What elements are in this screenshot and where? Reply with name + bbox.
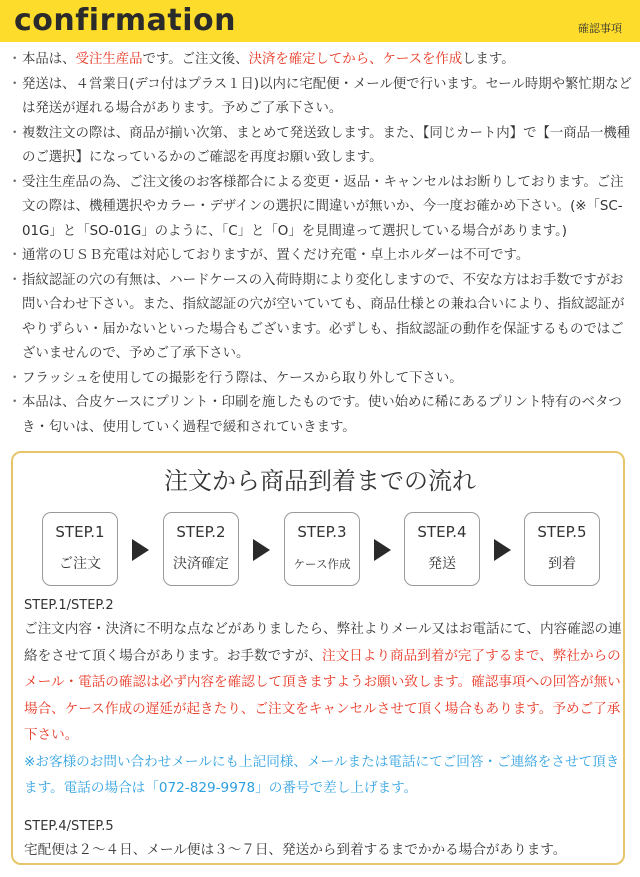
note-emphasis: 決済を確定してから、ケースを作成 [248, 52, 463, 67]
notes-list [8, 48, 634, 440]
note-text: フラッシュを使用しての撮影を行う際は、ケースから取り外して下さい。 [22, 370, 463, 386]
step-number: STEP.4 [417, 523, 467, 541]
step-box-4 [404, 512, 480, 586]
step-box-2 [163, 512, 239, 586]
step-box-3 [284, 512, 360, 586]
arrow-right-icon [253, 539, 270, 561]
step-label: 決済確定 [173, 556, 229, 572]
step-label: 到着 [548, 556, 576, 572]
step-label: ご注文 [59, 556, 101, 572]
detail-heading: STEP.4/STEP.5 [24, 819, 114, 834]
note-emphasis: 受注生産品 [75, 52, 143, 67]
note-text: 本品は、合皮ケースにプリント・印刷を施したものです。使い始めに稀にあるプリント特有のベタつき・匂いは、使用していく過程で緩和されていきます。 [22, 395, 622, 435]
detail-heading: STEP.1/STEP.2 [24, 598, 114, 613]
page-title: confirmation [14, 3, 236, 38]
detail-text: 宅配便は２～４日、メール便は３～７日、発送から到着するまでかかる場合があります。 [24, 842, 567, 858]
note-text: 受注生産品の為、ご注文後のお客様都合による変更・返品・キャンセルはお断りしております。ご注文の際は、機種選択やカラー・デザインの選択に間違いが無いか、今一度お確かめ下さい。(※「SC-01G」と「SO-01G」のように、「C」と「O」を見間違って選択している場合があります。) [22, 174, 624, 239]
step-label: 発送 [428, 556, 456, 572]
bullet-mark: ・ [8, 272, 22, 288]
bullet-mark: ・ [8, 174, 22, 190]
detail-text-emphasis: 注文日より商品到着が完了するまで、弊社からのメール・電話の確認は必ず内容を確認して頂きますようお願い致します。確認事項への回答が無い場合、ケース作成の遅延が起きたり、ご注文をキャンセルさせて頂く場合もあります。予めご了承下さい。 [24, 647, 621, 743]
note-item [8, 367, 634, 392]
note-item [8, 122, 634, 171]
note-item [8, 48, 634, 73]
bullet-mark: ・ [8, 76, 22, 92]
note-item [8, 73, 634, 122]
note-text: 指紋認証の穴の有無は、ハードケースの入荷時期により変化しますので、不安な方はお手数ですがお問い合わせ下さい。また、指紋認証の穴が空いていても、商品仕様との兼ね合いにより、指紋認証がやりずらい・届かないといった場合もございます。必ずしも、指紋認証の動作を保証するものではございませんので、予めご了承下さい。 [22, 272, 625, 361]
bullet-mark: ・ [8, 125, 22, 141]
bullet-mark: ・ [8, 370, 22, 386]
page-subtitle: 確認事項 [578, 22, 622, 35]
header-bar [0, 0, 640, 42]
bullet-mark: ・ [8, 52, 22, 67]
detail-text [24, 616, 624, 749]
step-number: STEP.3 [297, 523, 347, 541]
note-text: 本品は、 [22, 52, 76, 67]
note-item [8, 391, 634, 440]
note-text: 通常のＵＳＢ充電は対応しておりますが、置くだけ充電・卓上ホルダーは不可です。 [22, 248, 530, 263]
bullet-mark: ・ [8, 395, 22, 410]
note-text: 発送は、４営業日(デコ付はプラス１日)以内に宅配便・メール便で行います。セール時期や繁忙期などは発送が遅れる場合があります。予めご了承下さい。 [22, 76, 632, 116]
note-item [8, 171, 634, 245]
arrow-right-icon [374, 539, 391, 561]
detail-section-2 [24, 817, 624, 864]
note-text: です。ご注文後、 [142, 52, 249, 67]
arrow-right-icon [494, 539, 511, 561]
note-item [8, 244, 634, 269]
step-row [42, 512, 602, 588]
note-text: します。 [462, 52, 515, 67]
step-number: STEP.1 [55, 523, 105, 541]
arrow-right-icon [132, 539, 149, 561]
step-number: STEP.2 [176, 523, 226, 541]
detail-text-normal: ご注文内容・決済に不明な点などがありましたら、弊社よりメール又はお電話にて、内容確認の連絡をさせて頂く場合があります。お手数ですが、 [24, 621, 622, 664]
note-item [8, 269, 634, 367]
flow-title: 注文から商品到着までの流れ [164, 467, 476, 495]
detail-section-1 [24, 596, 624, 802]
detail-note: ※お客様のお問い合わせメールにも上記同様、メールまたは電話にてご回答・ご連絡をさせて頂きます。電話の場合は「072-829-9978」の番号で差し上げます。 [24, 753, 620, 796]
step-number: STEP.5 [537, 523, 587, 541]
bullet-mark: ・ [8, 248, 22, 263]
step-label: ケース作成 [293, 557, 351, 571]
step-box-5 [524, 512, 600, 586]
step-box-1 [42, 512, 118, 586]
note-text: 複数注文の際は、商品が揃い次第、まとめて発送致します。また、【同じカート内】で【一商品一機種のご選択】になっているかのご確認を再度お願い致します。 [22, 125, 631, 165]
